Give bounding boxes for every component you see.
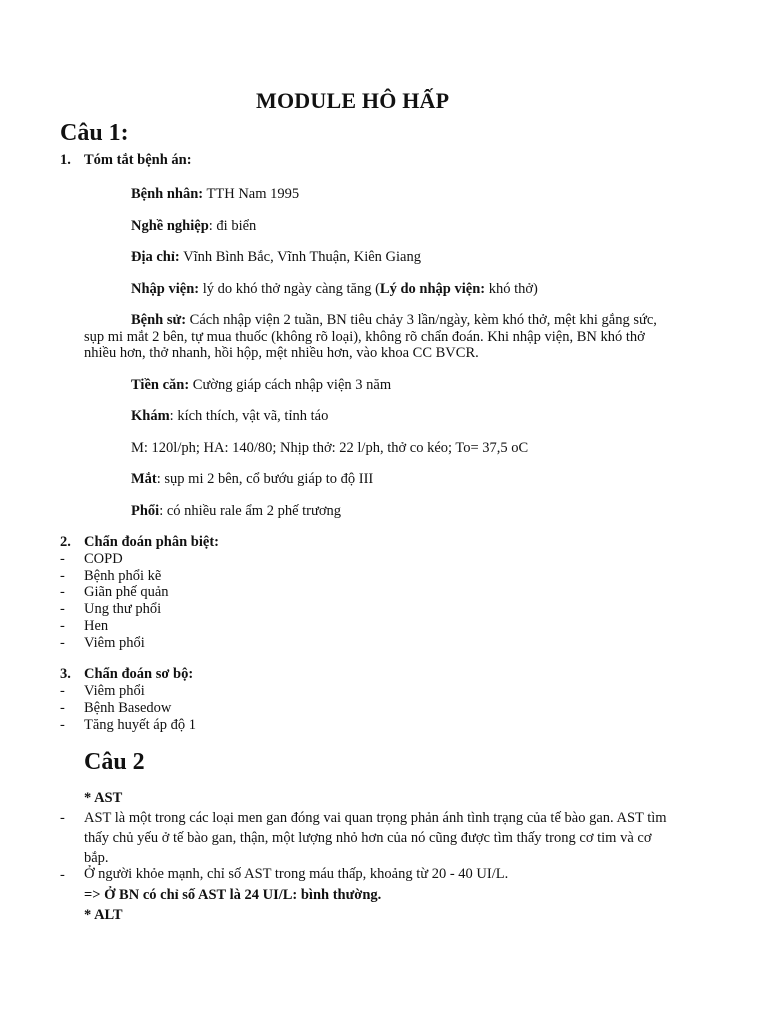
history-value: Cách nhập viện 2 tuần, BN tiêu chảy 3 lần/ngày, kèm khó thở, mệt khi gắng sức, sụp mi mắt 2 bên, tự mua thuốc (không rõ loại), không rõ chẩn đoán. Khi nhập viện, BN khó thở nhiều hơn, thở nhanh, hồi hộp, mệt nhiều hơn, vào khoa CC BVCR. — [84, 312, 657, 361]
list-dash: - — [60, 635, 65, 651]
section-2-label: Chẩn đoán phân biệt: — [84, 534, 219, 550]
list-item: Bệnh Basedow — [84, 700, 172, 716]
lungs-label: Phổi — [131, 503, 160, 519]
occupation-label: Nghề nghiệp — [131, 218, 209, 234]
section-1-label: Tóm tắt bệnh án: — [84, 152, 192, 168]
patient-label: Bệnh nhân: — [131, 186, 204, 202]
admission-reason-value: khó thở) — [485, 281, 538, 297]
list-dash: - — [60, 584, 65, 600]
list-dash: - — [60, 810, 65, 826]
vitals-line: M: 120l/ph; HA: 140/80; Nhịp thở: 22 l/ph, thở co kéo; To= 37,5 oC — [131, 440, 529, 456]
admission-reason-label: Lý do nhập viện: — [379, 281, 486, 297]
history-label: Bệnh sử: — [131, 312, 187, 328]
past-history-value: Cường giáp cách nhập viện 3 năm — [189, 377, 392, 393]
question-1-heading: Câu 1: — [60, 120, 129, 146]
list-item: Viêm phổi — [84, 635, 145, 651]
list-dash: - — [60, 700, 65, 716]
list-item: Bệnh phổi kẽ — [84, 568, 162, 584]
past-history-label: Tiền căn: — [131, 377, 190, 393]
address-line — [131, 249, 421, 265]
section-3-label: Chẩn đoán sơ bộ: — [84, 666, 194, 682]
eyes-line — [131, 471, 373, 487]
admission-label: Nhập viện: — [131, 281, 200, 297]
ast-heading: * AST — [84, 790, 123, 806]
past-history-line — [131, 377, 391, 393]
list-dash: - — [60, 618, 65, 634]
list-dash: - — [60, 601, 65, 617]
address-label: Địa chỉ: — [131, 249, 180, 265]
exam-line — [131, 408, 328, 424]
alt-heading: * ALT — [84, 907, 123, 923]
eyes-label: Mắt — [131, 471, 157, 487]
list-item: Ung thư phổi — [84, 601, 162, 617]
ast-paragraph-1: AST là một trong các loại men gan đóng vai quan trọng phản ánh tình trạng của tế bào gan. AST tìm thấy chủ yếu ở tế bào gan, thận, một lượng nhỏ hơn của nó cũng được tìm thấy trong cơ tim và cơ bắp. — [84, 810, 667, 866]
patient-value: TTH Nam 1995 — [203, 186, 300, 202]
list-dash: - — [60, 551, 65, 567]
patient-line — [131, 186, 299, 202]
admission-line — [131, 281, 538, 297]
exam-value: : kích thích, vật vã, tỉnh táo — [169, 408, 329, 424]
lungs-line — [131, 503, 341, 519]
list-dash: - — [60, 867, 65, 883]
address-value: Vĩnh Bình Bắc, Vĩnh Thuận, Kiên Giang — [179, 249, 421, 265]
ast-paragraph-2: Ở người khỏe mạnh, chỉ số AST trong máu thấp, khoảng từ 20 - 40 UI/L. — [84, 866, 509, 882]
list-item: Giãn phế quản — [84, 584, 169, 600]
document-title: MODULE HÔ HẤP — [256, 88, 450, 113]
list-dash: - — [60, 717, 65, 733]
ast-conclusion: => Ở BN có chỉ số AST là 24 UI/L: bình thường. — [84, 887, 382, 903]
list-item: Hen — [84, 618, 109, 634]
list-dash: - — [60, 568, 65, 584]
occupation-value: : đi biển — [208, 218, 257, 234]
section-3-number: 3. — [60, 666, 71, 682]
list-dash: - — [60, 683, 65, 699]
section-2-number: 2. — [60, 534, 71, 550]
lungs-value: : có nhiều rale ẩm 2 phế trương — [159, 503, 342, 519]
history-paragraph — [84, 312, 670, 362]
admission-value: lý do khó thở ngày càng tăng ( — [199, 281, 380, 297]
exam-label: Khám — [131, 408, 170, 424]
list-item: COPD — [84, 551, 123, 567]
occupation-line — [131, 218, 256, 234]
section-1-number: 1. — [60, 152, 71, 168]
list-item: Viêm phổi — [84, 683, 145, 699]
question-2-heading: Câu 2 — [84, 749, 145, 775]
list-item: Tăng huyết áp độ 1 — [84, 717, 196, 733]
eyes-value: : sụp mi 2 bên, cổ bướu giáp to độ III — [156, 471, 374, 487]
